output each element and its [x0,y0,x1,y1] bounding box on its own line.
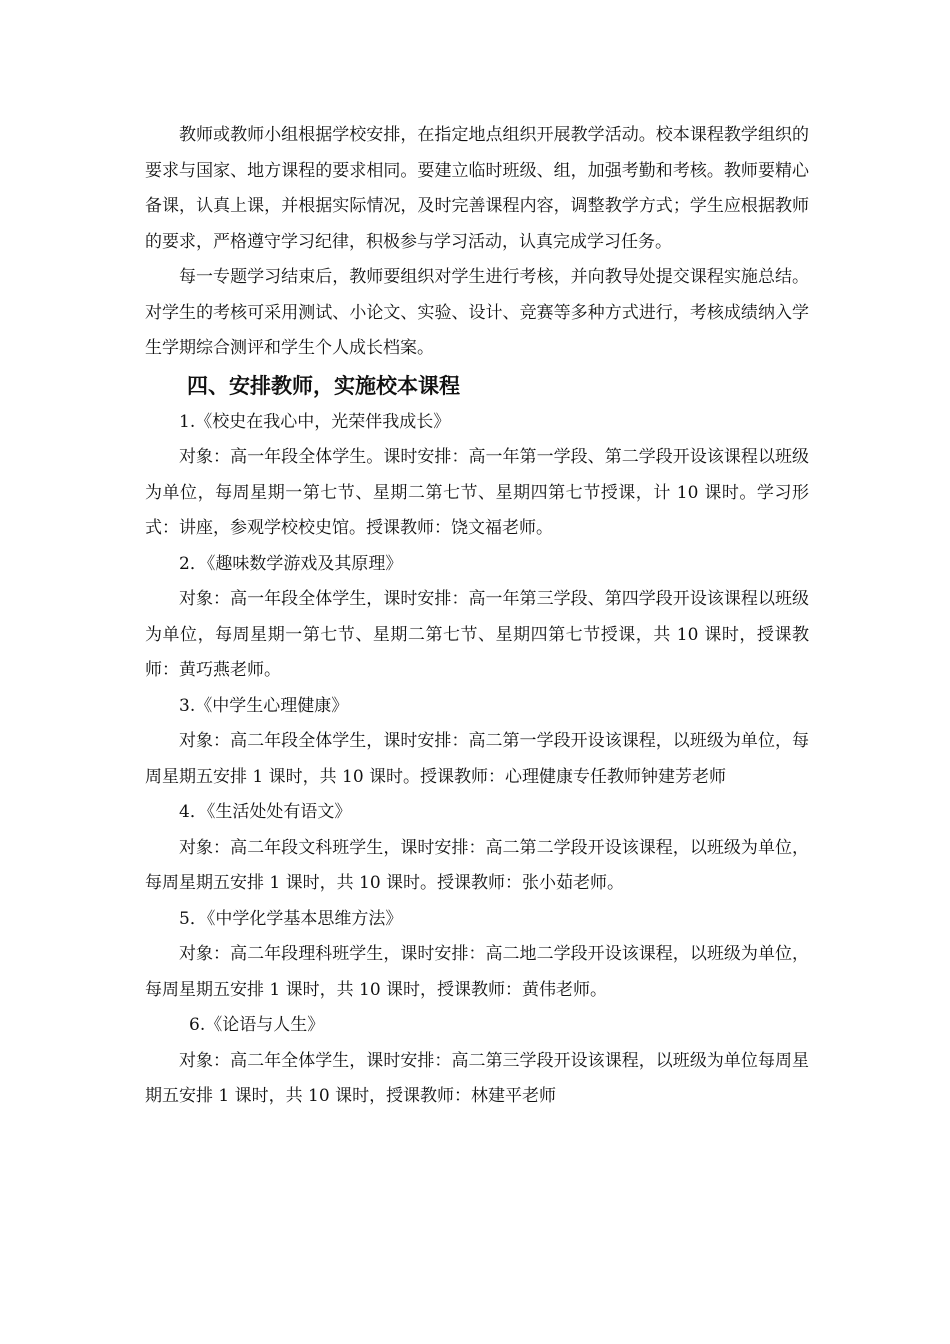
intro-paragraph-2: 每一专题学习结束后，教师要组织对学生进行考核，并向教导处提交课程实施总结。对学生的考核可采用测试、小论文、实验、设计、竞赛等多种方式进行，考核成绩纳入学生学期综合测评和学生个人成长档案。 [145,267,809,358]
section-heading: 四、安排教师，实施校本课程 [187,373,460,398]
course-title: 1.《校史在我心中，光荣伴我成长》 [179,411,451,432]
course-title: 5．《中学化学基本思维方法》 [179,908,403,929]
course-description: 对象：高二年段理科班学生，课时安排：高二地二学段开设该课程，以班级为单位，每周星期五安排 1 课时，共 10 课时，授课教师：黄伟老师。 [145,944,809,1000]
course-description: 对象：高二年全体学生，课时安排：高二第三学段开设该课程，以班级为单位每周星期五安排 1 课时，共 10 课时，授课教师：林建平老师 [145,1050,809,1106]
course-title: 4．《生活处处有语文》 [179,802,352,822]
course-description: 对象：高二年段全体学生，课时安排：高二第一学段开设该课程，以班级为单位，每周星期五安排 1 课时，共 10 课时。授课教师：心理健康专任教师钟建芳老师 [145,731,809,787]
intro-paragraph-1: 教师或教师小组根据学校安排，在指定地点组织开展教学活动。校本课程教学组织的要求与国家、地方课程的要求相同。要建立临时班级、组，加强考勤和考核。教师要精心备课，认真上课，并根据实际情况，及时完善课程内容，调整教学方式；学生应根据教师的要求，严格遵守学习纪律，积极参与学习活动，认真完成学习任务。 [145,125,809,252]
course-description: 对象：高二年段文科班学生，课时安排：高二第二学段开设该课程，以班级为单位，每周星期五安排 1 课时，共 10 课时。授课教师：张小茹老师。 [145,837,809,893]
document-page [145,118,809,1115]
course-title: 3.《中学生心理健康》 [179,695,349,716]
course-title: 6.《论语与人生》 [189,1015,325,1035]
course-description: 对象：高一年段全体学生，课时安排：高一年第三学段、第四学段开设该课程以班级为单位，每周星期一第七节、星期二第七节、星期四第七节授课，共 10 课时，授课教师：黄巧燕老师。 [145,589,809,680]
course-title: 2．《趣味数学游戏及其原理》 [179,553,403,574]
course-description: 对象：高一年段全体学生。课时安排：高一年第一学段、第二学段开设该课程以班级为单位，每周星期一第七节、星期二第七节、星期四第七节授课，计 10 课时。学习形式：讲座，参观学校校史馆。授课教师：饶文福老师。 [145,447,809,538]
